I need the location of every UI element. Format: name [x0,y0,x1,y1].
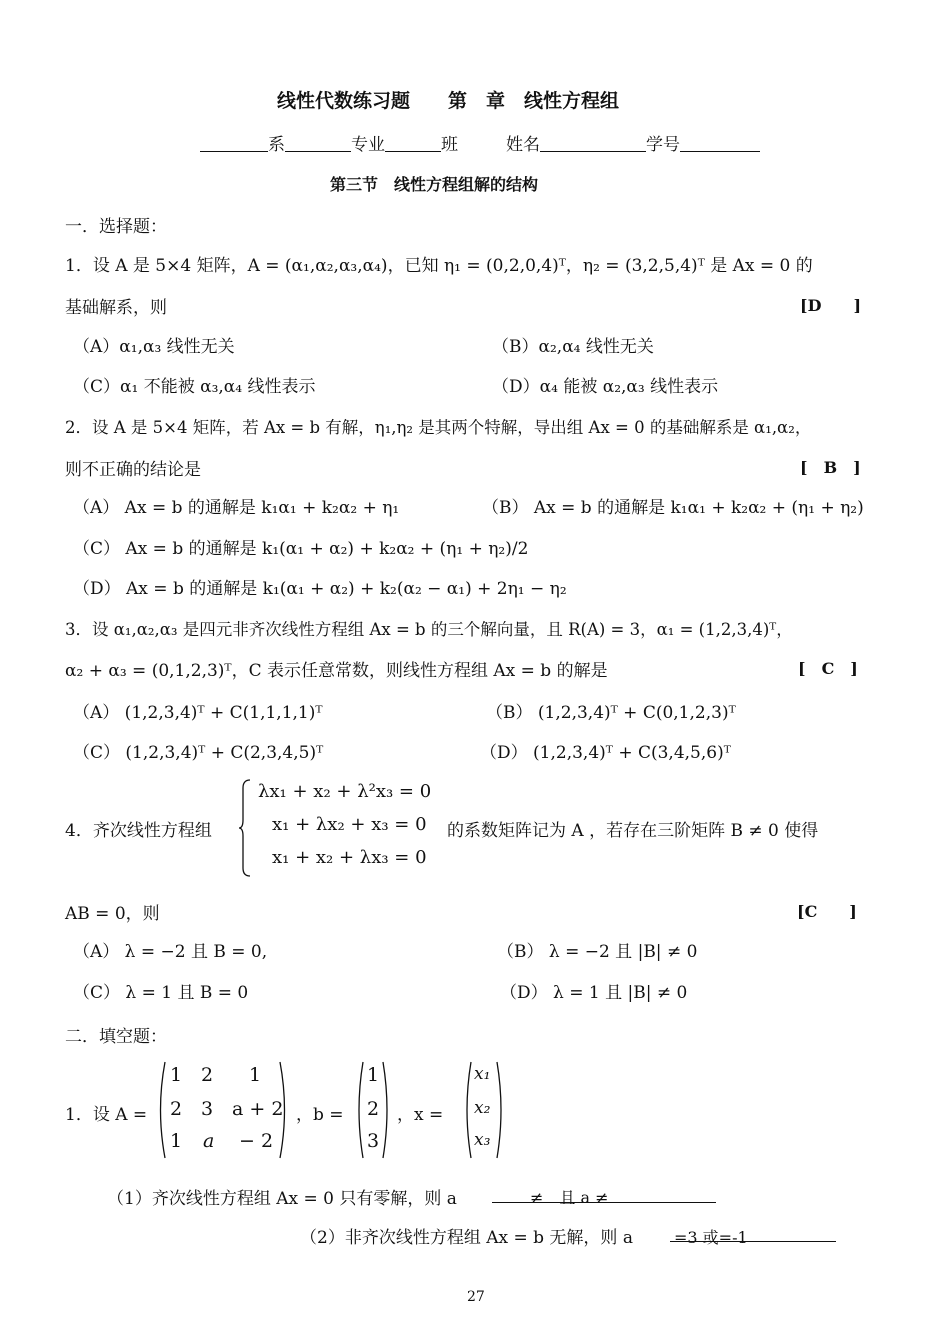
q3-option-a[interactable]: （A） (1,2,3,4)ᵀ + C(1,1,1,1)ᵀ [73,703,323,723]
q4-stem-lead: 4．齐次线性方程组 [65,821,212,841]
matrix-a-cell: a [203,1130,215,1152]
vector-b-entry: 3 [367,1130,380,1152]
vector-x-entry: x₂ [474,1098,491,1118]
major-blank[interactable] [285,135,351,152]
q2-option-b[interactable]: （B） Ax = b 的通解是 k₁α₁ + k₂α₂ + (η₁ + η₂) [482,498,864,518]
vector-b [355,1060,391,1160]
q2-option-a[interactable]: （A） Ax = b 的通解是 k₁α₁ + k₂α₂ + η₁ [73,498,400,518]
matrix-a-cell: a + 2 [232,1098,284,1120]
major-label: 专业 [351,135,385,155]
name-label: 姓名 [506,135,540,155]
q2-stem-line1: 2．设 A 是 5×4 矩阵，若 Ax = b 有解，η₁,η₂ 是其两个特解，导出组 Ax = 0 的基础解系是 α₁,α₂， [65,418,812,437]
dept-blank[interactable] [200,135,268,152]
b-vector-label: ，b = [296,1105,344,1125]
q1-option-d[interactable]: （D）α₄ 能被 α₂,α₃ 线性表示 [492,377,719,397]
q4-system-brace [238,778,252,878]
q3-option-b[interactable]: （B） (1,2,3,4)ᵀ + C(0,1,2,3)ᵀ [486,703,736,723]
q1-answer: [D ] [800,296,862,315]
q3-stem-line2: α₂ + α₃ = (0,1,2,3)ᵀ，C 表示任意常数，则线性方程组 Ax = b 的解是 [65,661,608,681]
page-title: 线性代数练习题 第 章 线性方程组 [277,90,620,112]
q4-option-b[interactable]: （B） λ = −2 且 |B| ≠ 0 [497,942,698,962]
fill-q1-lead: 1．设 A = [65,1105,148,1125]
q2-option-d[interactable]: （D） Ax = b 的通解是 k₁(α₁ + α₂) + k₂(α₂ − α₁) + 2η₁ − η₂ [73,579,567,599]
fill-q1-sub1-text: （1）齐次线性方程组 Ax = 0 只有零解，则 a [107,1189,457,1209]
matrix-a-cell: 1 [249,1064,262,1086]
q4-option-c[interactable]: （C） λ = 1 且 B = 0 [73,983,249,1003]
q3-option-d[interactable]: （D） (1,2,3,4)ᵀ + C(3,4,5,6)ᵀ [480,743,731,763]
class-label: 班 [441,135,458,155]
matrix-a-cell: − 2 [239,1130,274,1152]
number-label: 学号 [646,135,680,155]
part1-heading: 一．选择题： [65,217,167,237]
q1-option-c[interactable]: （C）α₁ 不能被 α₃,α₄ 线性表示 [73,377,316,397]
matrix-a-cell: 1 [170,1130,183,1152]
q4-answer: [C ] [797,902,857,921]
vector-b-entry: 2 [367,1098,380,1120]
fill-q1-sub1-answer: ≠ 且 a ≠ [530,1188,609,1207]
fill-q1-sub2-answer: =3 或=-1 [674,1228,748,1247]
q4-equation-2: x₁ + λx₂ + x₃ = 0 [272,814,427,835]
q4-stem-tail: 的系数矩阵记为 A ，若存在三阶矩阵 B ≠ 0 使得 [447,821,819,841]
vector-x [463,1060,505,1160]
matrix-a-cell: 2 [170,1098,183,1120]
student-id-line [200,130,760,155]
q1-stem-line1: 1．设 A 是 5×4 矩阵，A = (α₁,α₂,α₃,α₄)，已知 η₁ = (0,2,0,4)ᵀ，η₂ = (3,2,5,4)ᵀ 是 Ax = 0 的 [65,256,813,276]
q1-option-b[interactable]: （B）α₂,α₄ 线性无关 [492,337,654,357]
number-blank[interactable] [680,135,760,152]
q4-option-d[interactable]: （D） λ = 1 且 |B| ≠ 0 [500,983,688,1003]
q2-option-c[interactable]: （C） Ax = b 的通解是 k₁(α₁ + α₂) + k₂α₂ + (η₁ + η₂)/2 [73,539,529,559]
matrix-a [155,1060,290,1160]
vector-x-entry: x₁ [474,1064,491,1084]
q4-equation-3: x₁ + x₂ + λx₃ = 0 [272,847,427,868]
section-title: 第三节 线性方程组解的结构 [330,175,539,194]
name-blank[interactable] [540,135,646,152]
class-blank[interactable] [385,135,441,152]
vector-b-entry: 1 [367,1064,380,1086]
part2-heading: 二．填空题： [65,1027,167,1047]
page-number: 27 [467,1289,485,1305]
dept-label: 系 [268,135,285,155]
matrix-a-cell: 3 [201,1098,214,1120]
matrix-a-cell: 2 [201,1064,214,1086]
q4-stem-line2: AB = 0，则 [65,904,160,924]
q3-stem-line1: 3．设 α₁,α₂,α₃ 是四元非齐次线性方程组 Ax = b 的三个解向量，且 R(A) = 3，α₁ = (1,2,3,4)ᵀ， [65,620,793,639]
matrix-a-cell: 1 [170,1064,183,1086]
q2-answer: [ B ] [800,458,861,477]
q4-equation-1: λx₁ + x₂ + λ²x₃ = 0 [258,781,432,802]
q1-stem-line2: 基础解系，则 [65,298,167,318]
vector-x-entry: x₃ [474,1130,491,1150]
q2-stem-line2: 则不正确的结论是 [65,460,201,480]
q3-answer: [ C ] [798,659,858,678]
q3-option-c[interactable]: （C） (1,2,3,4)ᵀ + C(2,3,4,5)ᵀ [73,743,324,763]
q1-option-a[interactable]: （A）α₁,α₃ 线性无关 [73,337,235,357]
q4-option-a[interactable]: （A） λ = −2 且 B = 0, [73,942,268,962]
fill-q1-sub2-text: （2）非齐次线性方程组 Ax = b 无解，则 a [300,1228,633,1248]
x-vector-label: ，x = [397,1105,444,1125]
